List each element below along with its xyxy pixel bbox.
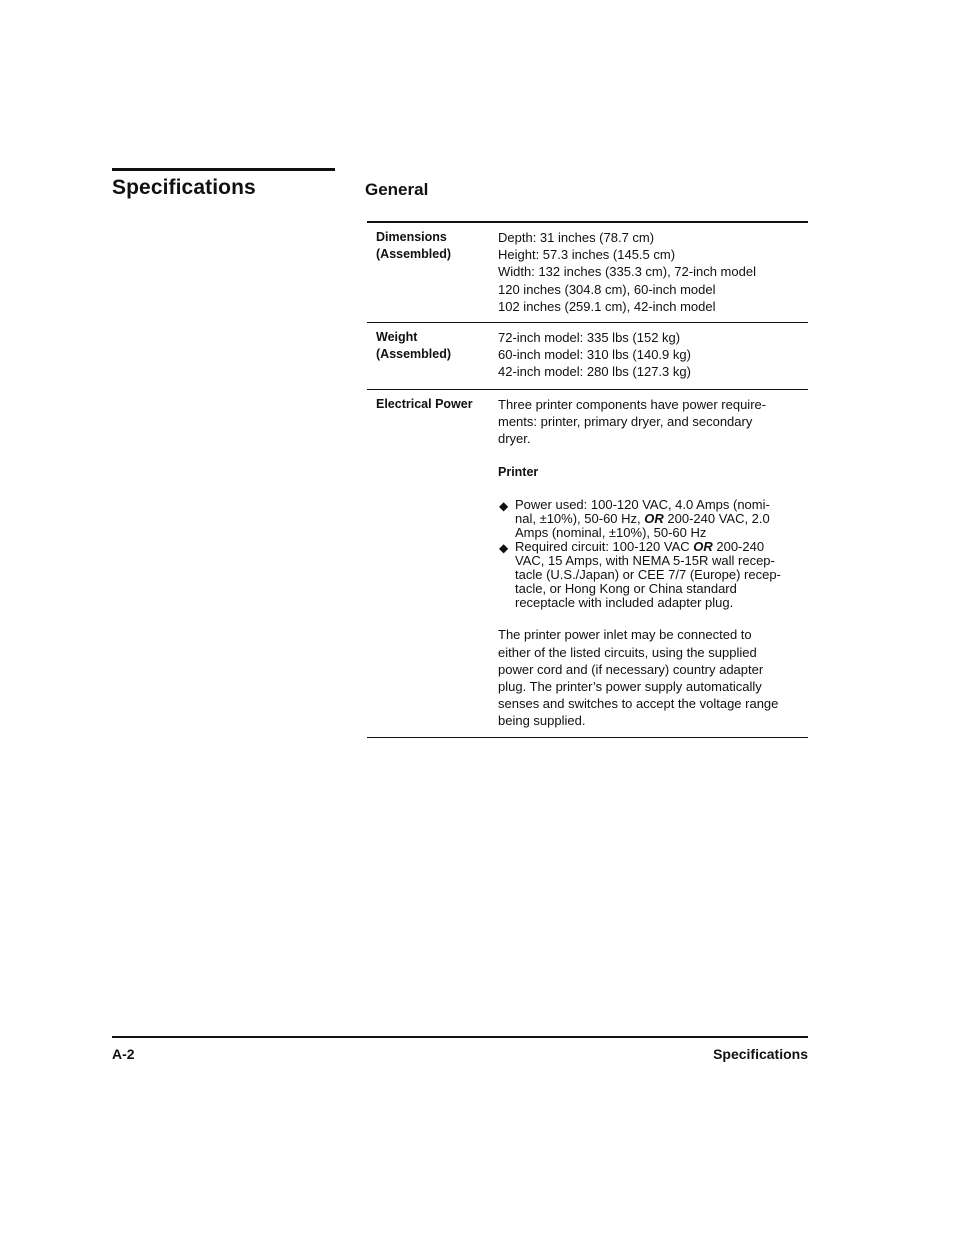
spec-label-line: Electrical Power	[376, 396, 473, 411]
spec-value-dimensions	[498, 223, 808, 322]
bullet-text: 200-240	[712, 539, 765, 555]
spec-value-line: 120 inches (304.8 cm), 60-inch model	[498, 281, 716, 297]
spec-label-line: Dimensions	[376, 230, 447, 244]
spec-value-line: 102 inches (259.1 cm), 42-inch model	[498, 298, 716, 314]
bullet-text: Required circuit: 100-120 VAC	[515, 539, 694, 555]
footer-page-number: A-2	[112, 1046, 135, 1062]
bullet-line: receptacle with included adapter plug.	[515, 595, 734, 611]
bullet-line: tacle (U.S./Japan) or CEE 7/7 (Europe) recep-	[515, 567, 781, 583]
spec-value-line: ments: printer, primary dryer, and secondary	[498, 413, 753, 429]
spec-label-dimensions	[367, 223, 498, 322]
bullet-text: 200-240 VAC, 2.0	[663, 511, 770, 527]
bullet-text: nal, ±10%), 50-60 Hz,	[515, 511, 645, 527]
spec-value-line: dryer.	[498, 431, 531, 447]
footer-section-title: Specifications	[713, 1046, 808, 1062]
spec-value-line: Depth: 31 inches (78.7 cm)	[498, 230, 655, 245]
spec-value-line: Width: 132 inches (335.3 cm), 72-inch model	[498, 264, 756, 280]
chapter-title: Specifications	[112, 176, 256, 199]
diamond-bullet-icon: ◆	[499, 499, 509, 514]
diamond-bullet-icon: ◆	[499, 541, 509, 556]
section-title: General	[365, 180, 429, 199]
spec-value-weight	[498, 323, 808, 389]
chapter-rule	[112, 168, 335, 171]
power-inlet-note	[498, 626, 802, 729]
spec-label-line: (Assembled)	[376, 347, 452, 362]
or-emphasis: OR	[644, 511, 664, 527]
spec-value-line: 42-inch model: 280 lbs (127.3 kg)	[498, 364, 691, 380]
spec-value-line: plug. The printer’s power supply automatically	[498, 679, 762, 695]
specifications-table	[367, 221, 808, 738]
spec-value-line: Three printer components have power require-	[498, 396, 767, 412]
bullet-line: tacle, or Hong Kong or China standard	[515, 581, 737, 597]
spec-value-electrical-power	[498, 390, 808, 737]
list-item	[498, 498, 802, 540]
bullet-line	[515, 512, 802, 526]
bullet-line: Power used: 100-120 VAC, 4.0 Amps (nomi-	[515, 497, 770, 513]
list-item	[498, 540, 802, 610]
power-intro	[498, 396, 802, 448]
spec-value-line: either of the listed circuits, using the supplied	[498, 644, 757, 660]
spec-value-line: The printer power inlet may be connected to	[498, 627, 752, 643]
spec-label-weight	[367, 323, 498, 389]
printer-subheading: Printer	[498, 465, 539, 480]
footer-rule	[112, 1036, 808, 1038]
spec-value-line: power cord and (if necessary) country adapter	[498, 661, 764, 677]
printer-power-list	[498, 498, 802, 610]
spec-value-line: Height: 57.3 inches (145.5 cm)	[498, 247, 676, 263]
spec-row-dimensions	[367, 223, 808, 323]
spec-value-line: senses and switches to accept the voltage range	[498, 696, 779, 712]
spec-label-electrical-power	[367, 390, 498, 737]
bullet-line: VAC, 15 Amps, with NEMA 5-15R wall recep-	[515, 553, 775, 569]
spec-label-line: Weight	[376, 330, 418, 345]
spec-value-line: 60-inch model: 310 lbs (140.9 kg)	[498, 347, 691, 363]
bullet-line: Amps (nominal, ±10%), 50-60 Hz	[515, 525, 707, 541]
or-emphasis: OR	[693, 539, 713, 555]
spec-label-line: (Assembled)	[376, 247, 452, 262]
spec-value-line: being supplied.	[498, 713, 586, 729]
bullet-line	[515, 540, 802, 554]
spec-value-line: 72-inch model: 335 lbs (152 kg)	[498, 330, 681, 346]
spec-row-electrical-power	[367, 390, 808, 738]
spec-row-weight	[367, 323, 808, 390]
